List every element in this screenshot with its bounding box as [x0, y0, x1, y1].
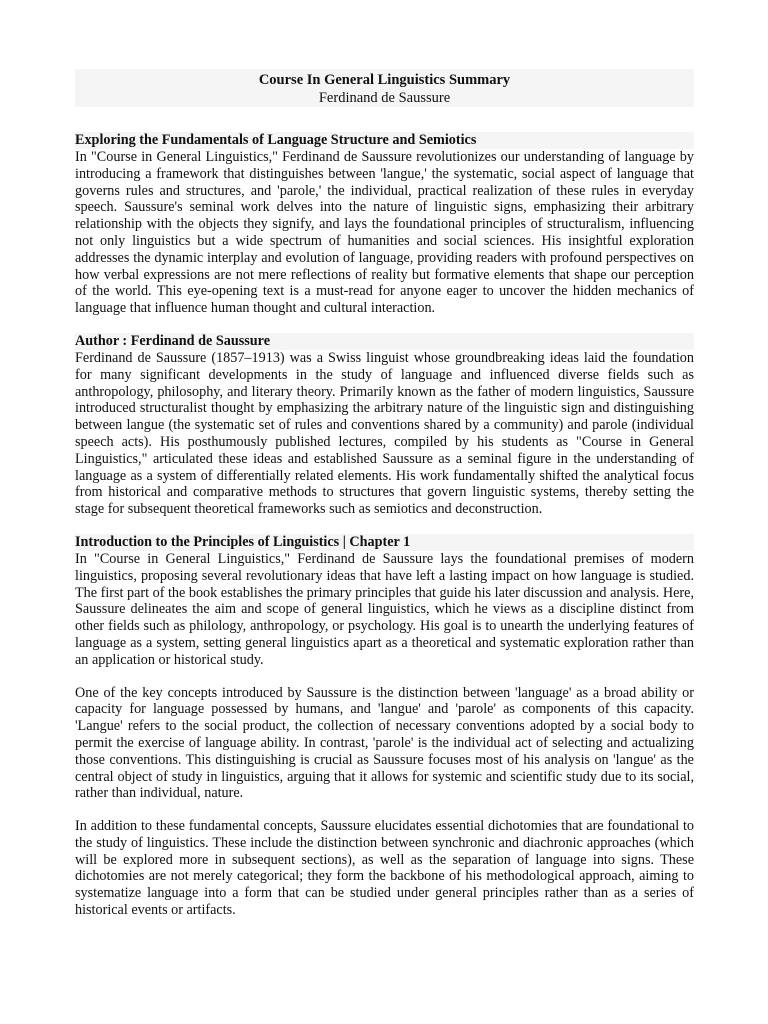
- section-heading-author: Author : Ferdinand de Saussure: [75, 333, 694, 350]
- document-title: Course In General Linguistics Summary: [258, 72, 511, 88]
- author-paragraph: Ferdinand de Saussure (1857–1913) was a Swiss linguist whose groundbreaking ideas laid the foundation for many significant developments in the study of language and influenced diverse fields such as anthropology, philosophy, and literary theory. Primarily known as the father of modern linguistics, Saussure introduced structuralist thought by emphasizing the arbitrary nature of the linguistic sign and distinguishing between langue (the systematic set of rules and conventions shared by a community) and parole (individual speech acts). His posthumously published lectures, compiled by his students as "Course in General Linguistics," articulated these ideas and established Saussure as a seminal figure in the understanding of language as a system of differentially related elements. His work fundamentally shifted the analytical focus from historical and comparative methods to structures that govern linguistic systems, thereby setting the stage for subsequent theoretical frameworks such as semiotics and deconstruction.: [75, 349, 694, 518]
- section-heading-overview: Exploring the Fundamentals of Language Structure and Semiotics: [75, 132, 694, 149]
- chapter-1-paragraph-2: One of the key concepts introduced by Saussure is the distinction between 'language' as a broad ability or capacity for language possessed by humans, and 'langue' and 'parole' as components of this capacity. 'Langue' refers to the social product, the collection of necessary conventions adopted by a social body to permit the exercise of language ability. In contrast, 'parole' is the individual act of selecting and actualizing those conventions. This distinguishing is crucial as Saussure focuses most of his analysis on 'langue' as the central object of study in linguistics, arguing that it allows for systemic and scientific study due to its social, rather than individual, nature.: [75, 684, 694, 802]
- chapter-1-paragraph-3: In addition to these fundamental concepts, Saussure elucidates essential dichotomies that are foundational to the study of linguistics. These include the distinction between synchronic and diachronic approaches (which will be explored more in subsequent sections), as well as the separation of language into signs. These dichotomies are not merely categorical; they form the backbone of his methodological approach, aiming to systematize language into a form that can be studied under general principles rather than as a series of historical events or artifacts.: [75, 818, 694, 919]
- chapter-1-paragraph-1: In "Course in General Linguistics," Ferdinand de Saussure lays the foundational premises of modern linguistics, proposing several revolutionary ideas that have left a lasting impact on how language is studied. The first part of the book establishes the primary principles that guide his later discussion and analysis. Here, Saussure delineates the aim and scope of general linguistics, which he views as a discipline distinct from other fields such as philology, anthropology, or psychology. His goal is to unearth the underlying features of language as a system, setting general linguistics apart as a theoretical and systematic exploration rather than an application or historical study.: [75, 550, 694, 668]
- overview-paragraph: In "Course in General Linguistics," Ferdinand de Saussure revolutionizes our understanding of language by introducing a framework that distinguishes between 'langue,' the systematic, social aspect of language that governs rules and structures, and 'parole,' the individual, practical realization of these rules in everyday speech. Saussure's seminal work delves into the nature of linguistic signs, emphasizing their arbitrary relationship with the objects they signify, and lays the foundational principles of structuralism, influencing not only linguistics but a wide spectrum of humanities and social sciences. His insightful exploration addresses the dynamic interplay and evolution of language, providing readers with profound perspectives on how verbal expressions are not mere reflections of reality but formative elements that shape our perception of the world. This eye-opening text is a must-read for anyone eager to uncover the hidden mechanics of language that influence human thought and cultural interaction.: [75, 149, 694, 317]
- document-body: [75, 132, 694, 919]
- section-heading-chapter-1: Introduction to the Principles of Linguistics | Chapter 1: [75, 534, 694, 551]
- document-author: Ferdinand de Saussure: [318, 90, 451, 106]
- title-block: [75, 69, 694, 107]
